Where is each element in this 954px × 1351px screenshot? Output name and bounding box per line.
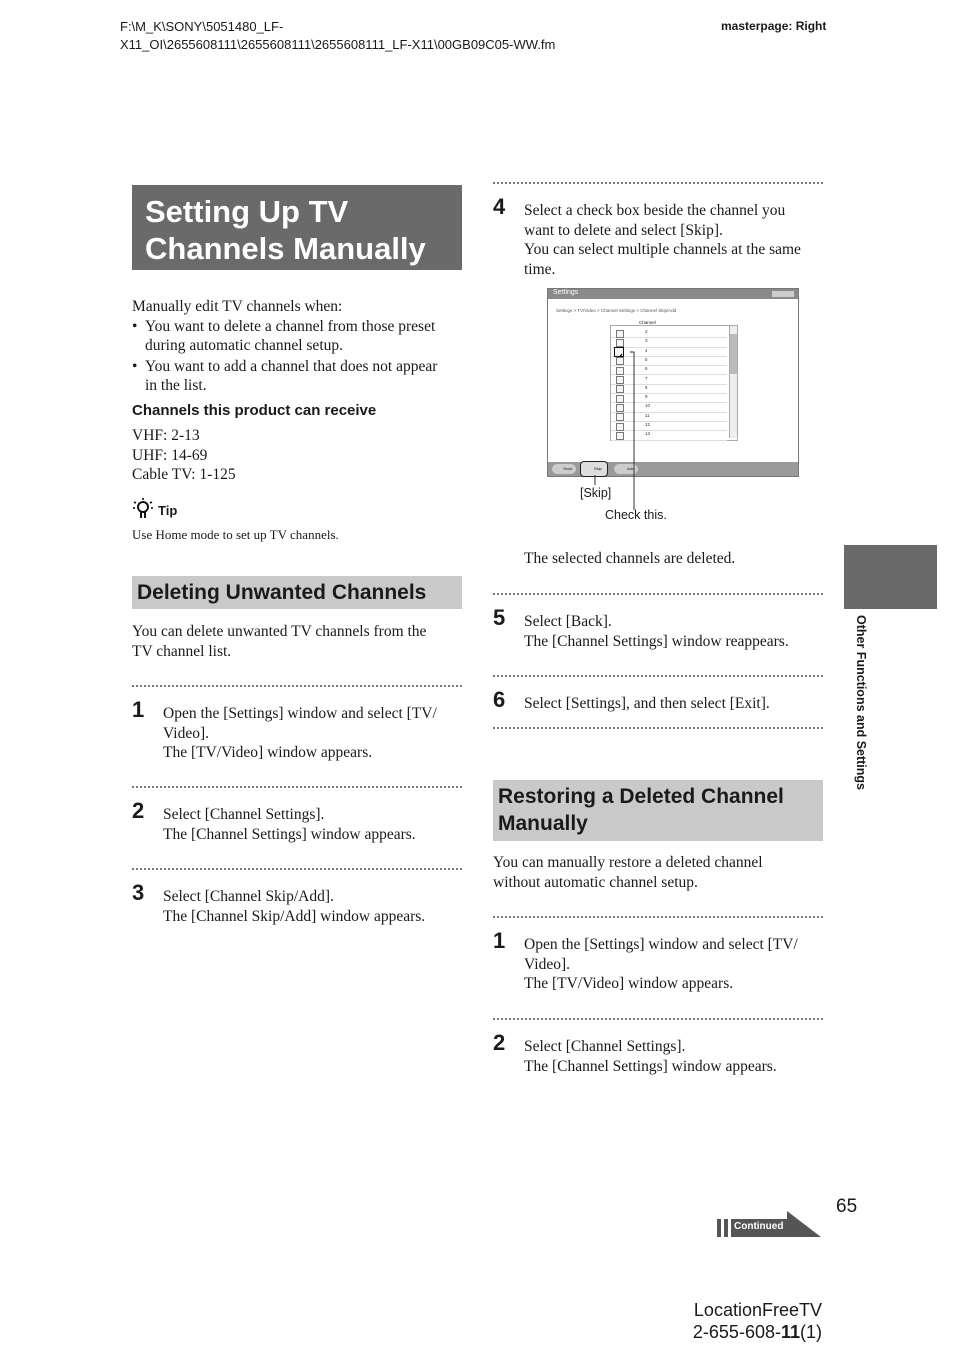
chapter-tab-label: Other Functions and Settings (854, 615, 868, 791)
footer-code-bold: 11 (780, 1322, 800, 1342)
intro (132, 297, 467, 396)
channel-number: 2 (645, 329, 648, 334)
restore-step-1-text (524, 935, 798, 994)
section-heading-restore-box (493, 780, 823, 841)
page-title (145, 193, 426, 267)
callout-lines (560, 340, 680, 520)
step-line: Select [Channel Settings]. (163, 806, 325, 823)
receive-heading: Channels this product can receive (132, 402, 377, 419)
step-number: 3 (132, 880, 145, 905)
step-number: 2 (493, 1030, 506, 1055)
page-title-box (132, 185, 462, 270)
bullet-mark: • (132, 317, 138, 335)
step-line: The [Channel Settings] window reappears. (524, 632, 789, 650)
channel-number: 10 (645, 403, 651, 409)
step-divider (132, 786, 462, 788)
step-divider (493, 727, 823, 729)
deleted-confirmation: The selected channels are deleted. (524, 550, 736, 567)
window-controls-icon (772, 291, 794, 297)
section-heading-delete: Deleting Unwanted Channels (137, 581, 427, 604)
channel-number: 13 (645, 431, 651, 437)
step-line: Video]. (163, 724, 209, 742)
step-divider (493, 593, 823, 595)
delete-intro-line1: You can delete unwanted TV channels from the (132, 623, 427, 640)
tip-text: Use Home mode to set up TV channels. (132, 527, 339, 542)
step-divider (132, 868, 462, 870)
chapter-tab-label-wrap (852, 615, 874, 825)
step-1-text (163, 704, 437, 763)
step-line: Select [Back]. (524, 613, 612, 630)
file-path (120, 18, 555, 54)
receive-uhf: UHF: 14-69 (132, 446, 208, 464)
lightbulb-icon (132, 497, 154, 521)
step-4-text (524, 201, 801, 279)
step-number: 1 (493, 928, 506, 953)
step-line: time. (524, 260, 556, 278)
footer-code (693, 1321, 822, 1343)
screenshot-title: Settings (553, 289, 579, 296)
step-line: The [TV/Video] window appears. (163, 744, 373, 761)
step-line: want to delete and select [Skip]. (524, 221, 723, 239)
receive-cable: Cable TV: 1-125 (132, 466, 236, 483)
step-line: The [Channel Settings] window appears. (163, 825, 416, 843)
channel-number: 3 (645, 338, 648, 344)
step-line: The [TV/Video] window appears. (524, 975, 734, 992)
step-line: The [Channel Settings] window appears. (524, 1057, 777, 1075)
step-line: Select [Settings], and then select [Exit]. (524, 695, 770, 712)
channel-number: 11 (645, 412, 650, 418)
step-line: Video]. (524, 955, 570, 973)
bullet-text: You want to add a channel that does not appear (145, 357, 438, 375)
delete-intro (132, 622, 426, 661)
step-2-text (163, 805, 416, 844)
callout-skip: [Skip] (580, 486, 612, 500)
intro-bullet-1 (132, 317, 467, 356)
step-line: Select [Channel Skip/Add]. (163, 888, 334, 905)
continued-marker (717, 1211, 821, 1237)
section-heading-restore (498, 783, 784, 837)
channel-number: 9 (645, 394, 648, 400)
restore-step-2-text (524, 1037, 777, 1076)
intro-lead: Manually edit TV channels when: (132, 298, 343, 315)
channel-number: 5 (645, 356, 648, 362)
step-number: 4 (493, 194, 506, 219)
scrollbar (729, 326, 737, 438)
receive-vhf: VHF: 2-13 (132, 427, 200, 444)
step-divider (493, 916, 823, 918)
delete-intro-line2: TV channel list. (132, 642, 232, 660)
footer-code-suffix: (1) (800, 1322, 822, 1342)
send-label: Send (563, 466, 573, 471)
intro-bullet-2 (132, 357, 467, 396)
channel-number: 7 (645, 375, 648, 381)
screenshot-titlebar (548, 289, 798, 299)
step-6-text (524, 694, 770, 714)
step-5-text (524, 612, 789, 651)
step-line: Select a check box beside the channel you (524, 202, 786, 219)
section-heading-restore-line1: Restoring a Deleted Channel (498, 785, 784, 808)
step-divider (132, 685, 462, 687)
screenshot-breadcrumb: Settings > TV/Video > Channel Settings > Channel Skip/Add (556, 308, 677, 313)
step-divider (493, 1018, 823, 1020)
file-path-line1: F:\M_K\SONY\5051480_LF- (120, 19, 284, 34)
add-label: Add (627, 466, 635, 471)
section-heading-restore-line2: Manually (498, 812, 588, 835)
channel-number: 8 (645, 384, 648, 390)
channel-number: 6 (645, 366, 648, 372)
page-title-line1: Setting Up TV (145, 194, 349, 229)
channel-number: 4 (645, 347, 648, 353)
step-line: The [Channel Skip/Add] window appears. (163, 907, 426, 925)
step-number: 5 (493, 605, 506, 630)
channel-column-header: Channel (639, 320, 656, 325)
page-number: 65 (836, 1196, 858, 1217)
step-3-text (163, 887, 425, 926)
receive-list (132, 426, 236, 485)
step-divider (493, 675, 823, 677)
chapter-tab (844, 545, 937, 609)
masterpage-label: masterpage: Right (721, 19, 827, 33)
step-number: 6 (493, 687, 506, 712)
tip-label: Tip (158, 503, 178, 518)
continued-label: Continued (734, 1221, 784, 1232)
footer-code-prefix: 2-655-608- (692, 1322, 781, 1342)
callout-check: Check this. (605, 508, 667, 522)
file-path-line2: X11_OI\2655608111\2655608111\2655608111_LF-X11\00GB09C05-WW.fm (120, 37, 556, 52)
restore-intro-line1: You can manually restore a deleted channel (493, 854, 763, 871)
bullet-text: in the list. (145, 377, 207, 394)
bullet-text: during automatic channel setup. (145, 337, 343, 354)
step-line: Select [Channel Settings]. (524, 1038, 686, 1055)
step-line: You can select multiple channels at the same (524, 241, 801, 258)
section-heading-delete-box (132, 576, 462, 609)
checkbox-icon (616, 330, 624, 338)
page-title-line2: Channels Manually (145, 231, 426, 266)
footer-product: LocationFreeTV (693, 1300, 822, 1320)
step-number: 2 (132, 798, 145, 823)
restore-intro (493, 853, 763, 892)
skip-label: Skip (594, 466, 602, 471)
step-number: 1 (132, 697, 145, 722)
bullet-mark: • (132, 357, 138, 375)
restore-intro-line2: without automatic channel setup. (493, 873, 698, 891)
bullet-text: You want to delete a channel from those preset (145, 317, 436, 335)
scrollbar-thumb (730, 334, 737, 374)
step-line: Open the [Settings] window and select [TV/ (524, 936, 798, 953)
step-divider (493, 182, 823, 184)
channel-number: 12 (645, 422, 651, 427)
step-line: Open the [Settings] window and select [TV/ (163, 705, 437, 722)
